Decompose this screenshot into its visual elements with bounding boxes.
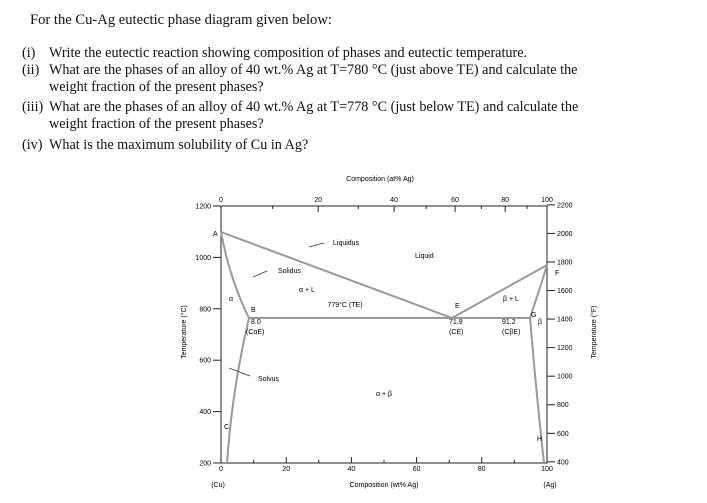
bottom-tick-label: 60 bbox=[412, 466, 421, 473]
solidus-leader bbox=[253, 271, 267, 277]
bottom-axis-title: Composition (wt% Ag) bbox=[349, 482, 419, 489]
right-tick-label: 2000 bbox=[557, 230, 573, 238]
point-b-composition: 8.0 bbox=[251, 319, 261, 326]
point-e-composition: 71.9 bbox=[449, 319, 463, 326]
top-tick-label: 80 bbox=[501, 197, 510, 204]
question-number: (iv) bbox=[22, 137, 43, 153]
left-tick-label: 600 bbox=[199, 357, 211, 365]
top-tick-label: 60 bbox=[451, 197, 459, 204]
solidus-label: Solidus bbox=[278, 268, 301, 275]
right-tick-label: 600 bbox=[557, 430, 569, 438]
point-f-label: F bbox=[555, 270, 560, 277]
question-text: What are the phases of an alloy of 40 wt.% Ag at T=780 °C (just above TE) and calculate the bbox=[49, 62, 578, 78]
liquidus-line bbox=[221, 232, 547, 318]
left-tick-label: 200 bbox=[199, 460, 211, 468]
right-tick-label: 800 bbox=[557, 402, 569, 410]
bottom-tick-label: 0 bbox=[219, 466, 223, 473]
phase-boundaries bbox=[221, 232, 547, 463]
left-axis-title: Temperature (°C) bbox=[181, 305, 188, 359]
liquidus-label: Liquidus bbox=[333, 240, 360, 247]
question-number: (i) bbox=[22, 45, 36, 61]
bottom-tick-label: 100 bbox=[541, 466, 553, 473]
top-tick-label: 40 bbox=[390, 197, 398, 204]
question-text: Write the eutectic reaction showing composition of phases and eutectic temperature. bbox=[49, 45, 528, 61]
point-g-composition: 91.2 bbox=[502, 319, 516, 326]
solvus-label: Solvus bbox=[258, 376, 280, 383]
top-tick-label: 0 bbox=[219, 197, 223, 204]
top-tick-label: 100 bbox=[541, 197, 553, 204]
question-text-continued: weight fraction of the present phases? bbox=[49, 79, 264, 95]
solidus-line-alpha bbox=[221, 232, 249, 318]
left-tick-label: 800 bbox=[199, 306, 211, 314]
liquid-region-label: Liquid bbox=[415, 253, 434, 260]
page-heading: For the Cu-Ag eutectic phase diagram given below: bbox=[30, 12, 332, 28]
beta-liquid-region-label: β + L bbox=[503, 296, 519, 303]
bottom-tick-label: 40 bbox=[347, 466, 356, 473]
question-text: What is the maximum solubility of Cu in Ag? bbox=[49, 137, 309, 153]
right-tick-label: 2200 bbox=[557, 202, 573, 210]
solvus-line-alpha bbox=[227, 318, 249, 463]
right-tick-label: 400 bbox=[557, 459, 569, 467]
leader-lines bbox=[229, 243, 324, 376]
right-tick-label: 1000 bbox=[557, 373, 573, 381]
point-g-label: G bbox=[531, 312, 537, 319]
right-tick-label: 1600 bbox=[557, 288, 573, 296]
bottom-tick-label: 20 bbox=[282, 466, 291, 473]
alpha-region-label: α bbox=[228, 296, 234, 303]
solvus-leader bbox=[229, 368, 250, 376]
question-number: (iii) bbox=[22, 99, 44, 115]
top-axis-title: Composition (at% Ag) bbox=[346, 176, 414, 183]
right-axis-title: Temperature (°F) bbox=[591, 305, 598, 359]
ag-end-label: (Ag) bbox=[543, 482, 557, 489]
point-c-label: C bbox=[224, 424, 230, 431]
left-tick-label: 1000 bbox=[195, 254, 211, 262]
liquidus-leader bbox=[309, 243, 324, 247]
right-tick-label: 1200 bbox=[557, 345, 573, 353]
alpha-liquid-region-label: α + L bbox=[299, 287, 315, 294]
point-e-label: E bbox=[455, 303, 460, 310]
right-tick-label: 1800 bbox=[557, 259, 573, 267]
cu-end-label: (Cu) bbox=[211, 482, 225, 489]
eutectic-temperature-label: 779°C (TE) bbox=[327, 302, 363, 309]
point-h-label: H bbox=[537, 436, 543, 443]
point-g-subscript: (CβE) bbox=[502, 329, 521, 336]
plot-frame bbox=[221, 206, 547, 463]
question-number: (ii) bbox=[22, 62, 40, 78]
beta-region-label: β bbox=[537, 319, 543, 326]
question-text-continued: weight fraction of the present phases? bbox=[49, 116, 264, 132]
point-b-subscript: (CαE) bbox=[246, 329, 265, 336]
right-tick-label: 1400 bbox=[557, 316, 573, 324]
alpha-beta-region-label: α + β bbox=[375, 391, 393, 398]
left-tick-label: 400 bbox=[199, 409, 211, 417]
question-text: What are the phases of an alloy of 40 wt.% Ag at T=778 °C (just below TE) and calculate the bbox=[49, 99, 579, 115]
point-b-label: B bbox=[251, 307, 256, 314]
point-e-subscript: (CE) bbox=[449, 329, 464, 336]
top-tick-label: 20 bbox=[314, 197, 323, 204]
bottom-tick-label: 80 bbox=[477, 466, 486, 473]
left-tick-label: 1200 bbox=[195, 203, 211, 211]
point-a-label: A bbox=[213, 231, 218, 238]
